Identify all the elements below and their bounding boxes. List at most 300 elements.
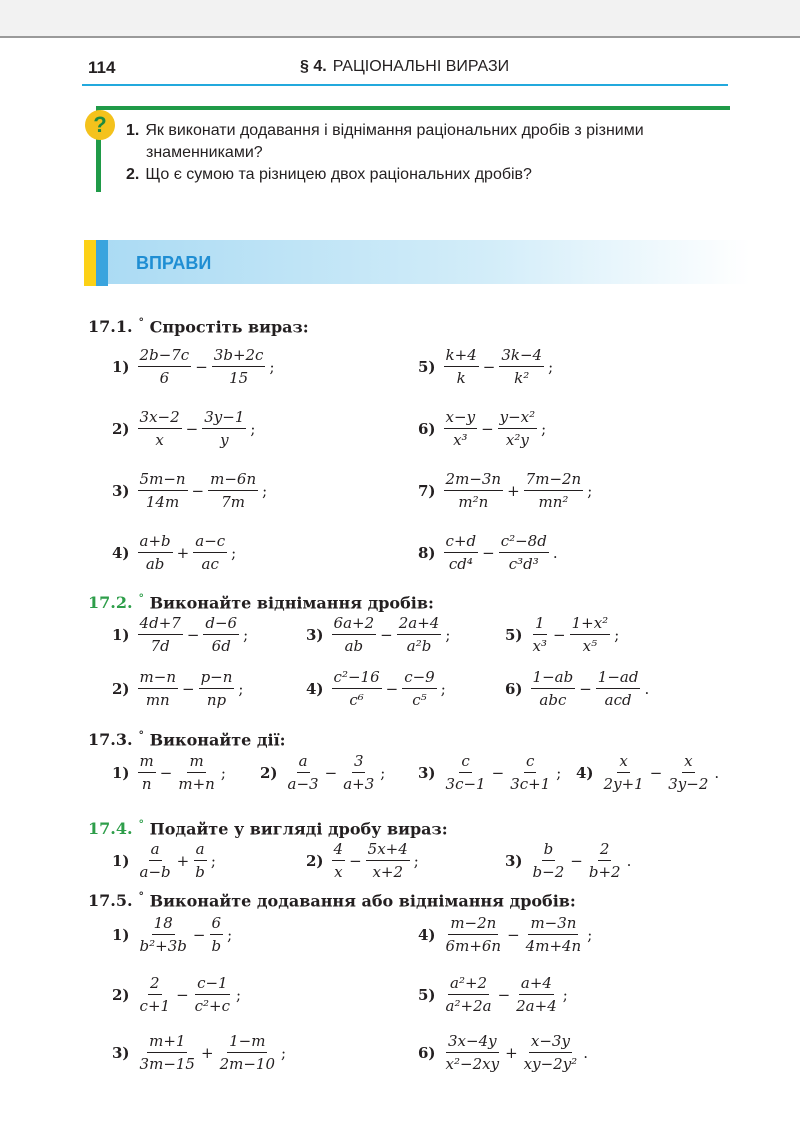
expression-item bbox=[112, 752, 226, 793]
operator: − bbox=[649, 763, 663, 782]
fraction bbox=[138, 914, 189, 955]
punctuation: ; bbox=[243, 625, 249, 644]
fraction bbox=[444, 408, 478, 449]
numerator: m−n bbox=[138, 668, 178, 689]
fraction bbox=[499, 532, 549, 573]
fraction bbox=[522, 1032, 580, 1073]
denominator: 2a+4 bbox=[516, 997, 557, 1015]
numerator: 3b+2c bbox=[212, 346, 266, 367]
exercise-number: 17.2. bbox=[88, 593, 133, 613]
punctuation: . bbox=[714, 763, 720, 782]
numerator: 1−m bbox=[227, 1032, 267, 1053]
operator: − bbox=[491, 763, 505, 782]
punctuation: ; bbox=[380, 763, 386, 782]
item-label: 2) bbox=[260, 763, 278, 782]
item-label: 1) bbox=[112, 625, 130, 644]
expression-item bbox=[112, 470, 267, 511]
expression-item bbox=[112, 668, 243, 709]
fraction bbox=[397, 614, 442, 655]
denominator: c⁶ bbox=[349, 691, 364, 709]
numerator: m+1 bbox=[147, 1032, 187, 1053]
expression-item bbox=[112, 408, 255, 449]
section-number: § 4. bbox=[300, 58, 327, 75]
exercise-number: 17.5. bbox=[88, 891, 133, 911]
item-label: 5) bbox=[418, 357, 436, 376]
numerator: 2a+4 bbox=[397, 614, 442, 635]
fraction bbox=[138, 668, 178, 709]
operator: − bbox=[507, 925, 520, 944]
denominator: 6 bbox=[159, 369, 170, 387]
item-label: 3) bbox=[112, 481, 130, 500]
fraction bbox=[208, 470, 258, 511]
punctuation: ; bbox=[548, 357, 554, 376]
expression-item bbox=[418, 346, 553, 387]
operator: − bbox=[380, 625, 393, 644]
denominator: x⁵ bbox=[582, 637, 598, 655]
expression-item bbox=[260, 752, 385, 793]
punctuation: ; bbox=[210, 851, 216, 870]
operator: − bbox=[191, 481, 205, 500]
denominator: b−2 bbox=[532, 863, 565, 881]
question-1 bbox=[126, 120, 726, 142]
numerator: 18 bbox=[152, 914, 175, 935]
item-label: 1) bbox=[112, 851, 130, 870]
punctuation: ; bbox=[262, 481, 268, 500]
exercise-number: 17.4. bbox=[88, 819, 133, 839]
operator: − bbox=[579, 679, 592, 698]
item-label: 1) bbox=[112, 925, 130, 944]
item-label: 2) bbox=[112, 419, 130, 438]
expression-item bbox=[112, 914, 232, 955]
expression-item bbox=[505, 668, 649, 709]
question-text: Що є сумою та різницею двох раціональних дробів? bbox=[145, 166, 532, 183]
numerator: c²−16 bbox=[332, 668, 382, 689]
numerator: 2 bbox=[598, 840, 612, 861]
denominator: 3m−15 bbox=[139, 1055, 195, 1073]
punctuation: . bbox=[644, 679, 650, 698]
numerator: 6a+2 bbox=[332, 614, 377, 635]
numerator: a bbox=[297, 752, 310, 773]
numerator: p−n bbox=[199, 668, 235, 689]
fraction bbox=[444, 752, 488, 793]
numerator: x−y bbox=[444, 408, 478, 429]
expression-item bbox=[418, 470, 592, 511]
denominator: m+n bbox=[178, 775, 215, 793]
numerator: 3x−4y bbox=[446, 1032, 499, 1053]
expression-item bbox=[112, 1032, 286, 1073]
numerator: x bbox=[682, 752, 694, 773]
numerator: 2b−7c bbox=[138, 346, 192, 367]
punctuation: ; bbox=[587, 925, 593, 944]
numerator: 1−ab bbox=[531, 668, 576, 689]
fraction bbox=[199, 668, 235, 709]
fraction bbox=[508, 752, 552, 793]
denominator: ac bbox=[201, 555, 219, 573]
difficulty-mark: ° bbox=[138, 818, 145, 831]
expression-item bbox=[418, 914, 592, 955]
fraction bbox=[531, 668, 576, 709]
denominator: x+2 bbox=[372, 863, 404, 881]
fraction bbox=[332, 668, 382, 709]
item-label: 2) bbox=[112, 985, 130, 1004]
numerator: 1−ad bbox=[596, 668, 641, 689]
expression-item bbox=[112, 840, 216, 881]
exercise-number: 17.1. bbox=[88, 317, 133, 337]
expression-item bbox=[418, 408, 546, 449]
exercise-title: Подайте у вигляді дробу вираз: bbox=[149, 819, 448, 839]
fraction bbox=[138, 408, 182, 449]
denominator: a−3 bbox=[287, 775, 319, 793]
denominator: c+1 bbox=[139, 997, 171, 1015]
punctuation: ; bbox=[587, 481, 593, 500]
item-label: 3) bbox=[306, 625, 324, 644]
expression-item bbox=[505, 840, 631, 881]
denominator: xy−2y² bbox=[523, 1055, 578, 1073]
numerator: 7m−2n bbox=[524, 470, 584, 491]
numerator: m bbox=[138, 752, 156, 773]
fraction bbox=[212, 346, 266, 387]
operator: + bbox=[200, 1043, 214, 1062]
fraction bbox=[138, 346, 192, 387]
fraction bbox=[444, 346, 479, 387]
numerator: c−1 bbox=[195, 974, 230, 995]
fraction bbox=[332, 840, 346, 881]
punctuation: ; bbox=[231, 543, 237, 562]
punctuation: ; bbox=[440, 679, 446, 698]
denominator: c⁵ bbox=[412, 691, 427, 709]
operator: − bbox=[192, 925, 206, 944]
numerator: m−3n bbox=[528, 914, 578, 935]
numerator: a bbox=[149, 840, 162, 861]
numerator: a bbox=[194, 840, 207, 861]
exercise-number: 17.3. bbox=[88, 730, 133, 750]
fraction bbox=[524, 470, 584, 511]
fraction bbox=[176, 752, 216, 793]
operator: − bbox=[570, 851, 583, 870]
expression-item bbox=[306, 840, 419, 881]
denominator: ab bbox=[344, 637, 364, 655]
fraction bbox=[203, 614, 239, 655]
punctuation: . bbox=[583, 1043, 588, 1062]
fraction bbox=[341, 752, 376, 793]
fraction bbox=[366, 840, 410, 881]
item-label: 4) bbox=[306, 679, 324, 698]
exercise-17-5-heading bbox=[88, 890, 576, 910]
fraction bbox=[138, 840, 173, 881]
fraction bbox=[666, 752, 710, 793]
fraction bbox=[193, 840, 207, 881]
numerator: 5x+4 bbox=[366, 840, 410, 861]
fraction bbox=[444, 974, 494, 1015]
operator: − bbox=[159, 763, 173, 782]
expression-item bbox=[112, 532, 236, 573]
denominator: 6m+6n bbox=[445, 937, 502, 955]
difficulty-mark: ° bbox=[138, 890, 145, 903]
operator: − bbox=[195, 357, 208, 376]
denominator: k² bbox=[514, 369, 530, 387]
expression-item bbox=[112, 346, 275, 387]
numerator: c+d bbox=[444, 532, 479, 553]
numerator: 6 bbox=[210, 914, 224, 935]
numerator: 1+x² bbox=[570, 614, 611, 635]
operator: + bbox=[176, 851, 190, 870]
punctuation: ; bbox=[562, 985, 568, 1004]
denominator: c²+c bbox=[194, 997, 231, 1015]
punctuation: ; bbox=[238, 679, 244, 698]
numerator: c bbox=[459, 752, 471, 773]
expression-item bbox=[418, 974, 568, 1015]
numerator: c bbox=[524, 752, 536, 773]
denominator: ab bbox=[145, 555, 165, 573]
fraction bbox=[514, 974, 559, 1015]
exercise-title: Спростіть вираз: bbox=[149, 317, 309, 337]
question-2 bbox=[126, 164, 726, 186]
operator: + bbox=[176, 543, 190, 562]
numerator: 3x−2 bbox=[138, 408, 182, 429]
numerator: c−9 bbox=[402, 668, 437, 689]
question-number: 2. bbox=[126, 166, 140, 183]
fraction bbox=[444, 532, 479, 573]
denominator: x bbox=[334, 863, 343, 881]
expression-item bbox=[112, 974, 241, 1015]
fraction bbox=[332, 614, 377, 655]
denominator: 3y−2 bbox=[668, 775, 709, 793]
denominator: b+2 bbox=[588, 863, 621, 881]
running-header bbox=[300, 58, 509, 76]
numerator: x bbox=[617, 752, 629, 773]
fraction bbox=[138, 470, 188, 511]
denominator: 3c+1 bbox=[510, 775, 551, 793]
punctuation: ; bbox=[541, 419, 547, 438]
punctuation: ; bbox=[281, 1043, 287, 1062]
denominator: 3c−1 bbox=[445, 775, 486, 793]
fraction bbox=[444, 914, 504, 955]
fraction bbox=[193, 532, 227, 573]
item-label: 4) bbox=[418, 925, 436, 944]
item-label: 5) bbox=[505, 625, 523, 644]
denominator: b bbox=[195, 863, 205, 881]
question-text: знаменниками? bbox=[146, 144, 263, 161]
expression-item bbox=[306, 668, 446, 709]
expression-item bbox=[418, 532, 558, 573]
exercise-title: Виконайте віднімання дробів: bbox=[149, 593, 434, 613]
operator: − bbox=[182, 679, 195, 698]
punctuation: ; bbox=[227, 925, 233, 944]
numerator: m−6n bbox=[208, 470, 258, 491]
numerator: x−3y bbox=[529, 1032, 572, 1053]
denominator: mn² bbox=[538, 493, 569, 511]
top-margin-bar bbox=[0, 0, 800, 38]
denominator: 2y+1 bbox=[603, 775, 644, 793]
denominator: b bbox=[211, 937, 222, 955]
fraction bbox=[498, 408, 538, 449]
denominator: x³ bbox=[453, 431, 468, 449]
banner-yellow-stripe bbox=[84, 240, 96, 286]
operator: − bbox=[482, 357, 496, 376]
operator: − bbox=[481, 419, 494, 438]
question-number: 1. bbox=[126, 122, 140, 139]
denominator: k bbox=[456, 369, 466, 387]
numerator: 3y−1 bbox=[202, 408, 246, 429]
item-label: 3) bbox=[418, 763, 436, 782]
numerator: 3 bbox=[352, 752, 366, 773]
numerator: b bbox=[542, 840, 556, 861]
numerator: y−x² bbox=[498, 408, 538, 429]
item-label: 6) bbox=[418, 1043, 436, 1062]
operator: + bbox=[507, 481, 520, 500]
fraction bbox=[444, 470, 504, 511]
operator: − bbox=[324, 763, 338, 782]
section-title: РАЦІОНАЛЬНІ ВИРАЗИ bbox=[332, 58, 510, 75]
denominator: m²n bbox=[458, 493, 489, 511]
fraction bbox=[138, 532, 173, 573]
operator: − bbox=[553, 625, 566, 644]
expression-item bbox=[576, 752, 719, 793]
numerator: a+b bbox=[138, 532, 173, 553]
expression-item bbox=[418, 752, 561, 793]
operator: − bbox=[482, 543, 495, 562]
difficulty-mark: ° bbox=[138, 729, 145, 742]
question-text: Як виконати додавання і віднімання раціональних дробів з різними bbox=[145, 122, 644, 139]
item-label: 4) bbox=[576, 763, 594, 782]
fraction bbox=[286, 752, 321, 793]
operator: − bbox=[176, 985, 189, 1004]
numerator: 2m−3n bbox=[444, 470, 504, 491]
numerator: 4 bbox=[332, 840, 346, 861]
fraction bbox=[531, 614, 549, 655]
fraction bbox=[138, 614, 183, 655]
numerator: d−6 bbox=[203, 614, 239, 635]
denominator: a²b bbox=[406, 637, 432, 655]
punctuation: ; bbox=[220, 763, 226, 782]
punctuation: ; bbox=[614, 625, 620, 644]
operator: − bbox=[349, 851, 362, 870]
exercise-17-2-heading bbox=[88, 592, 434, 612]
fraction bbox=[570, 614, 611, 655]
numerator: 1 bbox=[533, 614, 547, 635]
denominator: 2m−10 bbox=[219, 1055, 275, 1073]
denominator: x²y bbox=[505, 431, 529, 449]
fraction bbox=[138, 974, 173, 1015]
exercise-17-4-heading bbox=[88, 818, 448, 838]
fraction bbox=[202, 408, 246, 449]
numerator: m bbox=[187, 752, 205, 773]
item-label: 3) bbox=[505, 851, 523, 870]
numerator: 3k−4 bbox=[499, 346, 544, 367]
punctuation: ; bbox=[413, 851, 419, 870]
numerator: m−2n bbox=[448, 914, 498, 935]
denominator: a−b bbox=[139, 863, 171, 881]
questions-top-rule bbox=[96, 106, 730, 110]
operator: − bbox=[497, 985, 511, 1004]
difficulty-mark: ° bbox=[138, 316, 145, 329]
expression-item bbox=[418, 1032, 588, 1073]
fraction bbox=[402, 668, 437, 709]
fraction bbox=[602, 752, 646, 793]
denominator: y bbox=[220, 431, 229, 449]
denominator: x bbox=[155, 431, 164, 449]
numerator: 2 bbox=[148, 974, 162, 995]
question-1-continued bbox=[146, 142, 746, 164]
numerator: a−c bbox=[193, 532, 227, 553]
item-label: 4) bbox=[112, 543, 130, 562]
expression-item bbox=[505, 614, 619, 655]
fraction bbox=[524, 914, 584, 955]
item-label: 8) bbox=[418, 543, 436, 562]
denominator: 7d bbox=[150, 637, 170, 655]
fraction bbox=[596, 668, 641, 709]
question-mark-icon: ? bbox=[85, 110, 115, 140]
operator: − bbox=[186, 625, 200, 644]
denominator: acd bbox=[604, 691, 632, 709]
numerator: a+4 bbox=[519, 974, 554, 995]
punctuation: ; bbox=[269, 357, 275, 376]
denominator: 15 bbox=[229, 369, 249, 387]
banner-blue-stripe bbox=[96, 240, 108, 286]
fraction bbox=[193, 974, 232, 1015]
denominator: 14m bbox=[145, 493, 180, 511]
denominator: 4m+4n bbox=[525, 937, 582, 955]
item-label: 3) bbox=[112, 1043, 130, 1062]
page-number: 114 bbox=[88, 58, 116, 77]
item-label: 6) bbox=[505, 679, 523, 698]
item-label: 2) bbox=[112, 679, 130, 698]
numerator: a²+2 bbox=[448, 974, 489, 995]
fraction bbox=[531, 840, 567, 881]
punctuation: ; bbox=[236, 985, 242, 1004]
denominator: a²+2a bbox=[445, 997, 492, 1015]
punctuation: . bbox=[626, 851, 632, 870]
denominator: x²−2xy bbox=[445, 1055, 500, 1073]
denominator: mn bbox=[145, 691, 170, 709]
item-label: 1) bbox=[112, 357, 130, 376]
header-rule bbox=[82, 84, 728, 86]
denominator: x³ bbox=[532, 637, 548, 655]
exercises-title: ВПРАВИ bbox=[136, 253, 212, 273]
numerator: c²−8d bbox=[499, 532, 549, 553]
fraction bbox=[218, 1032, 277, 1073]
operator: − bbox=[185, 419, 199, 438]
item-label: 1) bbox=[112, 763, 130, 782]
fraction bbox=[138, 1032, 197, 1073]
item-label: 5) bbox=[418, 985, 436, 1004]
fraction bbox=[138, 752, 156, 793]
denominator: cd⁴ bbox=[448, 555, 473, 573]
denominator: b²+3b bbox=[139, 937, 187, 955]
punctuation: ; bbox=[250, 419, 256, 438]
denominator: n bbox=[141, 775, 152, 793]
denominator: abc bbox=[539, 691, 567, 709]
punctuation: ; bbox=[556, 763, 562, 782]
operator: − bbox=[385, 679, 399, 698]
denominator: c³d³ bbox=[508, 555, 539, 573]
exercise-title: Виконайте дії: bbox=[149, 730, 286, 750]
punctuation: ; bbox=[445, 625, 451, 644]
numerator: 4d+7 bbox=[138, 614, 183, 635]
difficulty-mark: ° bbox=[138, 592, 145, 605]
denominator: 6d bbox=[211, 637, 231, 655]
numerator: k+4 bbox=[444, 346, 479, 367]
expression-item bbox=[306, 614, 450, 655]
fraction bbox=[587, 840, 623, 881]
fraction bbox=[444, 1032, 502, 1073]
expression-item bbox=[112, 614, 248, 655]
item-label: 2) bbox=[306, 851, 324, 870]
denominator: 7m bbox=[221, 493, 246, 511]
fraction bbox=[209, 914, 223, 955]
punctuation: . bbox=[552, 543, 558, 562]
numerator: 5m−n bbox=[138, 470, 188, 491]
